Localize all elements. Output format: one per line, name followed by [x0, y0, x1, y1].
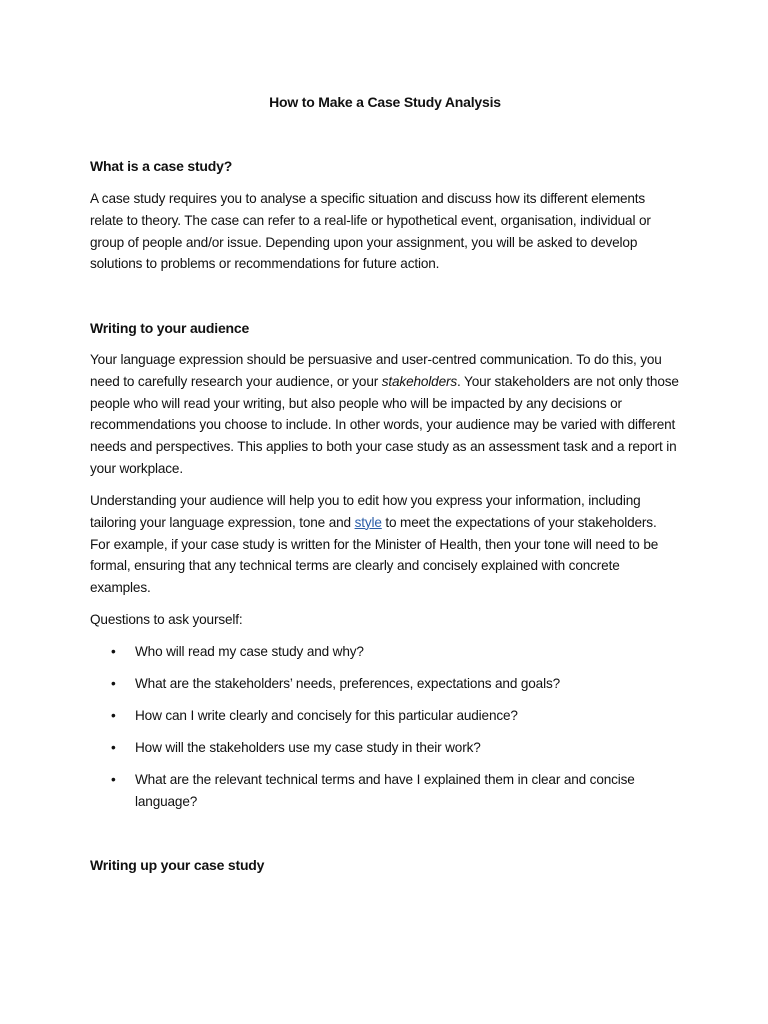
- list-item-text: What are the stakeholders’ needs, preferences, expectations and goals?: [135, 675, 561, 691]
- bullet-icon: •: [111, 644, 116, 659]
- heading-what-is-a-case-study: What is a case study?: [90, 158, 233, 174]
- list-item-text: How will the stakeholders use my case study in their work?: [135, 739, 481, 755]
- paragraph-case-study-definition: A case study requires you to analyse a specific situation and discuss how its different elements relate to theory. The case can refer to a real-life or hypothetical event, organisation, individual or group of people and/or issue. Depending upon your assignment, you will be asked to develop solutions to problems or recommendations for future action.: [90, 191, 651, 272]
- paragraph-text: Understanding your audience will help you to edit how you express your information, including tailoring your language expression, tone and: [90, 493, 641, 530]
- paragraph-text: Your language expression should be persuasive and user-centred communication. To do this, you need to carefully research your audience, or your: [90, 352, 662, 389]
- heading-writing-up-your-case-study: Writing up your case study: [90, 857, 265, 873]
- questions-list: [90, 641, 680, 823]
- list-item: [90, 705, 680, 727]
- document-title: How to Make a Case Study Analysis: [269, 94, 501, 110]
- paragraph-language-expression: [90, 349, 680, 480]
- bullet-icon: •: [111, 675, 116, 691]
- list-item: [90, 769, 680, 813]
- bullet-icon: •: [111, 707, 116, 723]
- list-item-text: Who will read my case study and why?: [135, 644, 364, 659]
- list-item-text: How can I write clearly and concisely for this particular audience?: [135, 707, 518, 723]
- list-item: [90, 673, 680, 695]
- italic-stakeholders: stakeholders: [381, 373, 458, 389]
- bullet-icon: •: [111, 771, 116, 787]
- bullet-icon: •: [111, 739, 116, 755]
- list-item: [90, 737, 680, 759]
- heading-writing-to-your-audience: Writing to your audience: [90, 320, 250, 336]
- paragraph-understanding-audience: [90, 490, 680, 599]
- paragraph-text: . Your stakeholders are not only those people who will read your writing, but also people who will be impacted by any decisions or recommendations you choose to include. In other words, your audience may be varied with different needs and perspectives. This applies to both your case study as an assessment task and a report in your workplace.: [90, 373, 679, 476]
- style-link[interactable]: style: [354, 514, 382, 530]
- paragraph-text: to meet the expectations of your stakeholders. For example, if your case study is written for the Minister of Health, then your tone will need to be formal, ensuring that any technical terms are clearly and concisely explained with concrete examples.: [90, 514, 659, 596]
- list-item-text: What are the relevant technical terms and have I explained them in clear and concise language?: [135, 771, 635, 809]
- questions-intro: Questions to ask yourself:: [90, 612, 243, 627]
- list-item: [90, 641, 680, 663]
